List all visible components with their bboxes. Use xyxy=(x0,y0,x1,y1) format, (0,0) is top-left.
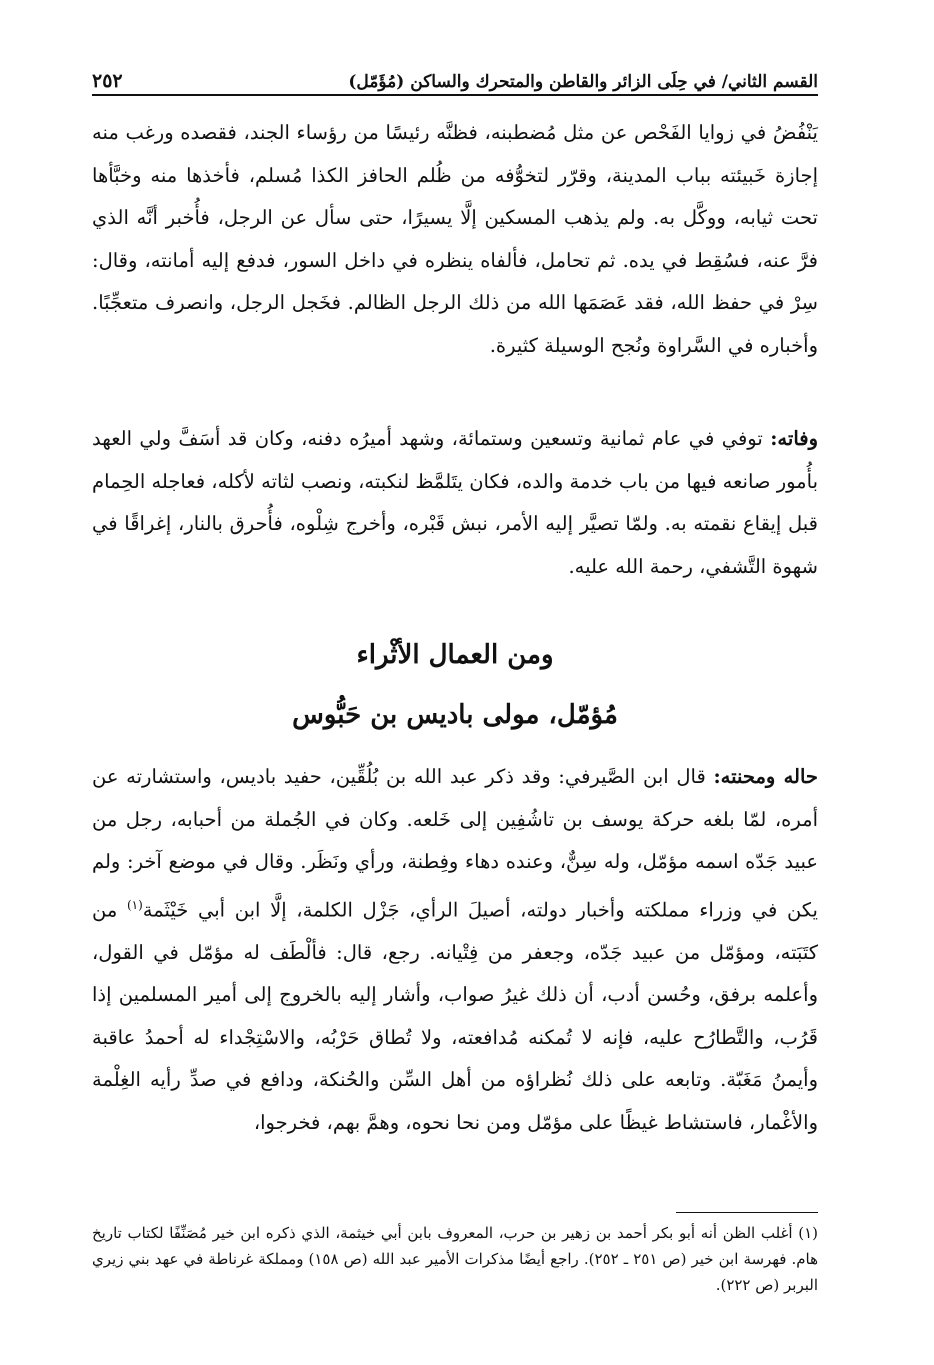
paragraph-death xyxy=(92,418,818,588)
section-heading: ومن العمال الأثْراء xyxy=(356,640,554,670)
footnote-marker[interactable]: (١) xyxy=(126,897,143,912)
condition-text-2: من كتَبَته، ومؤمّل من عبيد جَدّه، وجعفر من فِتْيانه. رجع، قال: فألْطَف له مؤمّل في القول، وأعلمه برفق، وحُسن أدب، أن ذلك غيرُ صواب، وأشار إليه بالخروج إلى أمير المسلمين إذا قَرُب، والتَّطارُح عليه، فإنه لا تُمكنه مُدافعته، ولا تُطاق حَرْبُه، والاسْتِجْداء له أحمدُ عاقبة وأيمنُ مَغَبّة. وتابعه على ذلك نُظراؤه من أهل السِّن والحُنكة، ودافع في صدِّ رأيه الغِلْمة والأغْمار، فاستشاط غيظًا على مؤمّل ومن نحا نحوه، وهمَّ بهم، فخرجوا، xyxy=(92,898,818,1134)
running-title: القسم الثاني/ في حِلَى الزائر والقاطن والمتحرك والساكن (مُؤَمّل) xyxy=(348,72,818,92)
person-heading: مُؤمّل، مولى باديس بن حَبُّوس xyxy=(292,700,618,730)
page-number: ٢٥٢ xyxy=(92,70,123,92)
death-heading: وفاته: xyxy=(770,427,818,450)
paragraph-1: يَنْفُضُ في زوايا الفَحْص عن مثل مُضطبنه، فظنَّه رئيسًا من رؤساء الجند، فقصده ورغب منه إجازة خَبيئته بباب المدينة، وقرّر لتخوُّفه من ظُلم الحافز الكذا مُسلم، فأخذها منه وخبَّأها تحت ثيابه، ووكَّل به. ولم يذهب المسكين إلَّا يسيرًا، حتى سأل عن الرجل، فأُخبر أنَّه الذي فرَّ عنه، فسُقِط في يده. ثم تحامل، فألفاه ينظره في داخل السور، فدفع إليه أمانته، وقال: سِرْ في حفظ الله، فقد عَصَمَها الله من ذلك الرجل الظالم. فخَجل الرجل، وانصرف متعجِّبًا. وأخباره في السَّراوة ونُجح الوسيلة كثيرة. xyxy=(92,121,818,357)
condition-text-1: قال ابن الصَّيرفي: وقد ذكر عبد الله بن بُلُقِّين، حفيد باديس، واستشارته عن أمره، لمّا بلغه حركة يوسف بن تاشُفِين إلى خَلعه. وكان في الجُملة من أحبابه، رجل من عبيد جَدّه اسمه مؤمّل، وله سِنٌّ، وعنده دهاء وفِطنة، ورأي ونَظَر. وقال في موضع آخر: ولم يكن في وزراء مملكته وأخبار دولته، أصيلَ الرأي، جَزْل الكلمة، إلَّا ابن أبي خَيْثَمة xyxy=(92,765,818,921)
death-text: توفي في عام ثمانية وتسعين وستمائة، وشهد أميرُه دفنه، وكان قد أسَفَّ ولي العهد بأُمور صانعه فيها من باب خدمة والده، فكان يتَلمَّظ لنكبته، ونصب لثاته لأكله، فعاجله الحِمام قبل إيقاع نقمته به. ولمّا تصيَّر إليه الأمر، نبش قَبْره، وأخرج شِلْوه، فأُحرق بالنار، إغراقًا في شهوة التَّشفي، رحمة الله عليه. xyxy=(92,427,818,578)
condition-heading: حاله ومحنته: xyxy=(713,765,818,788)
paragraph-condition xyxy=(92,756,818,1144)
header-rule xyxy=(92,94,818,96)
footnote: (١) أغلب الظن أنه أبو بكر أحمد بن زهير بن حرب، المعروف بابن أبي خيثمة، الذي ذكره ابن خير مُصَنِّفًا لكتاب تاريخ هام. فهرسة ابن خير (ص ٢٥١ ـ ٢٥٢). راجع أيضًا مذكرات الأمير عبد الله (ص ١٥٨) ومملكة غرناطة في عهد بني زيري البربر (ص ٢٢٢). xyxy=(92,1224,819,1294)
footnote-rule xyxy=(676,1212,818,1213)
running-header xyxy=(92,58,818,92)
